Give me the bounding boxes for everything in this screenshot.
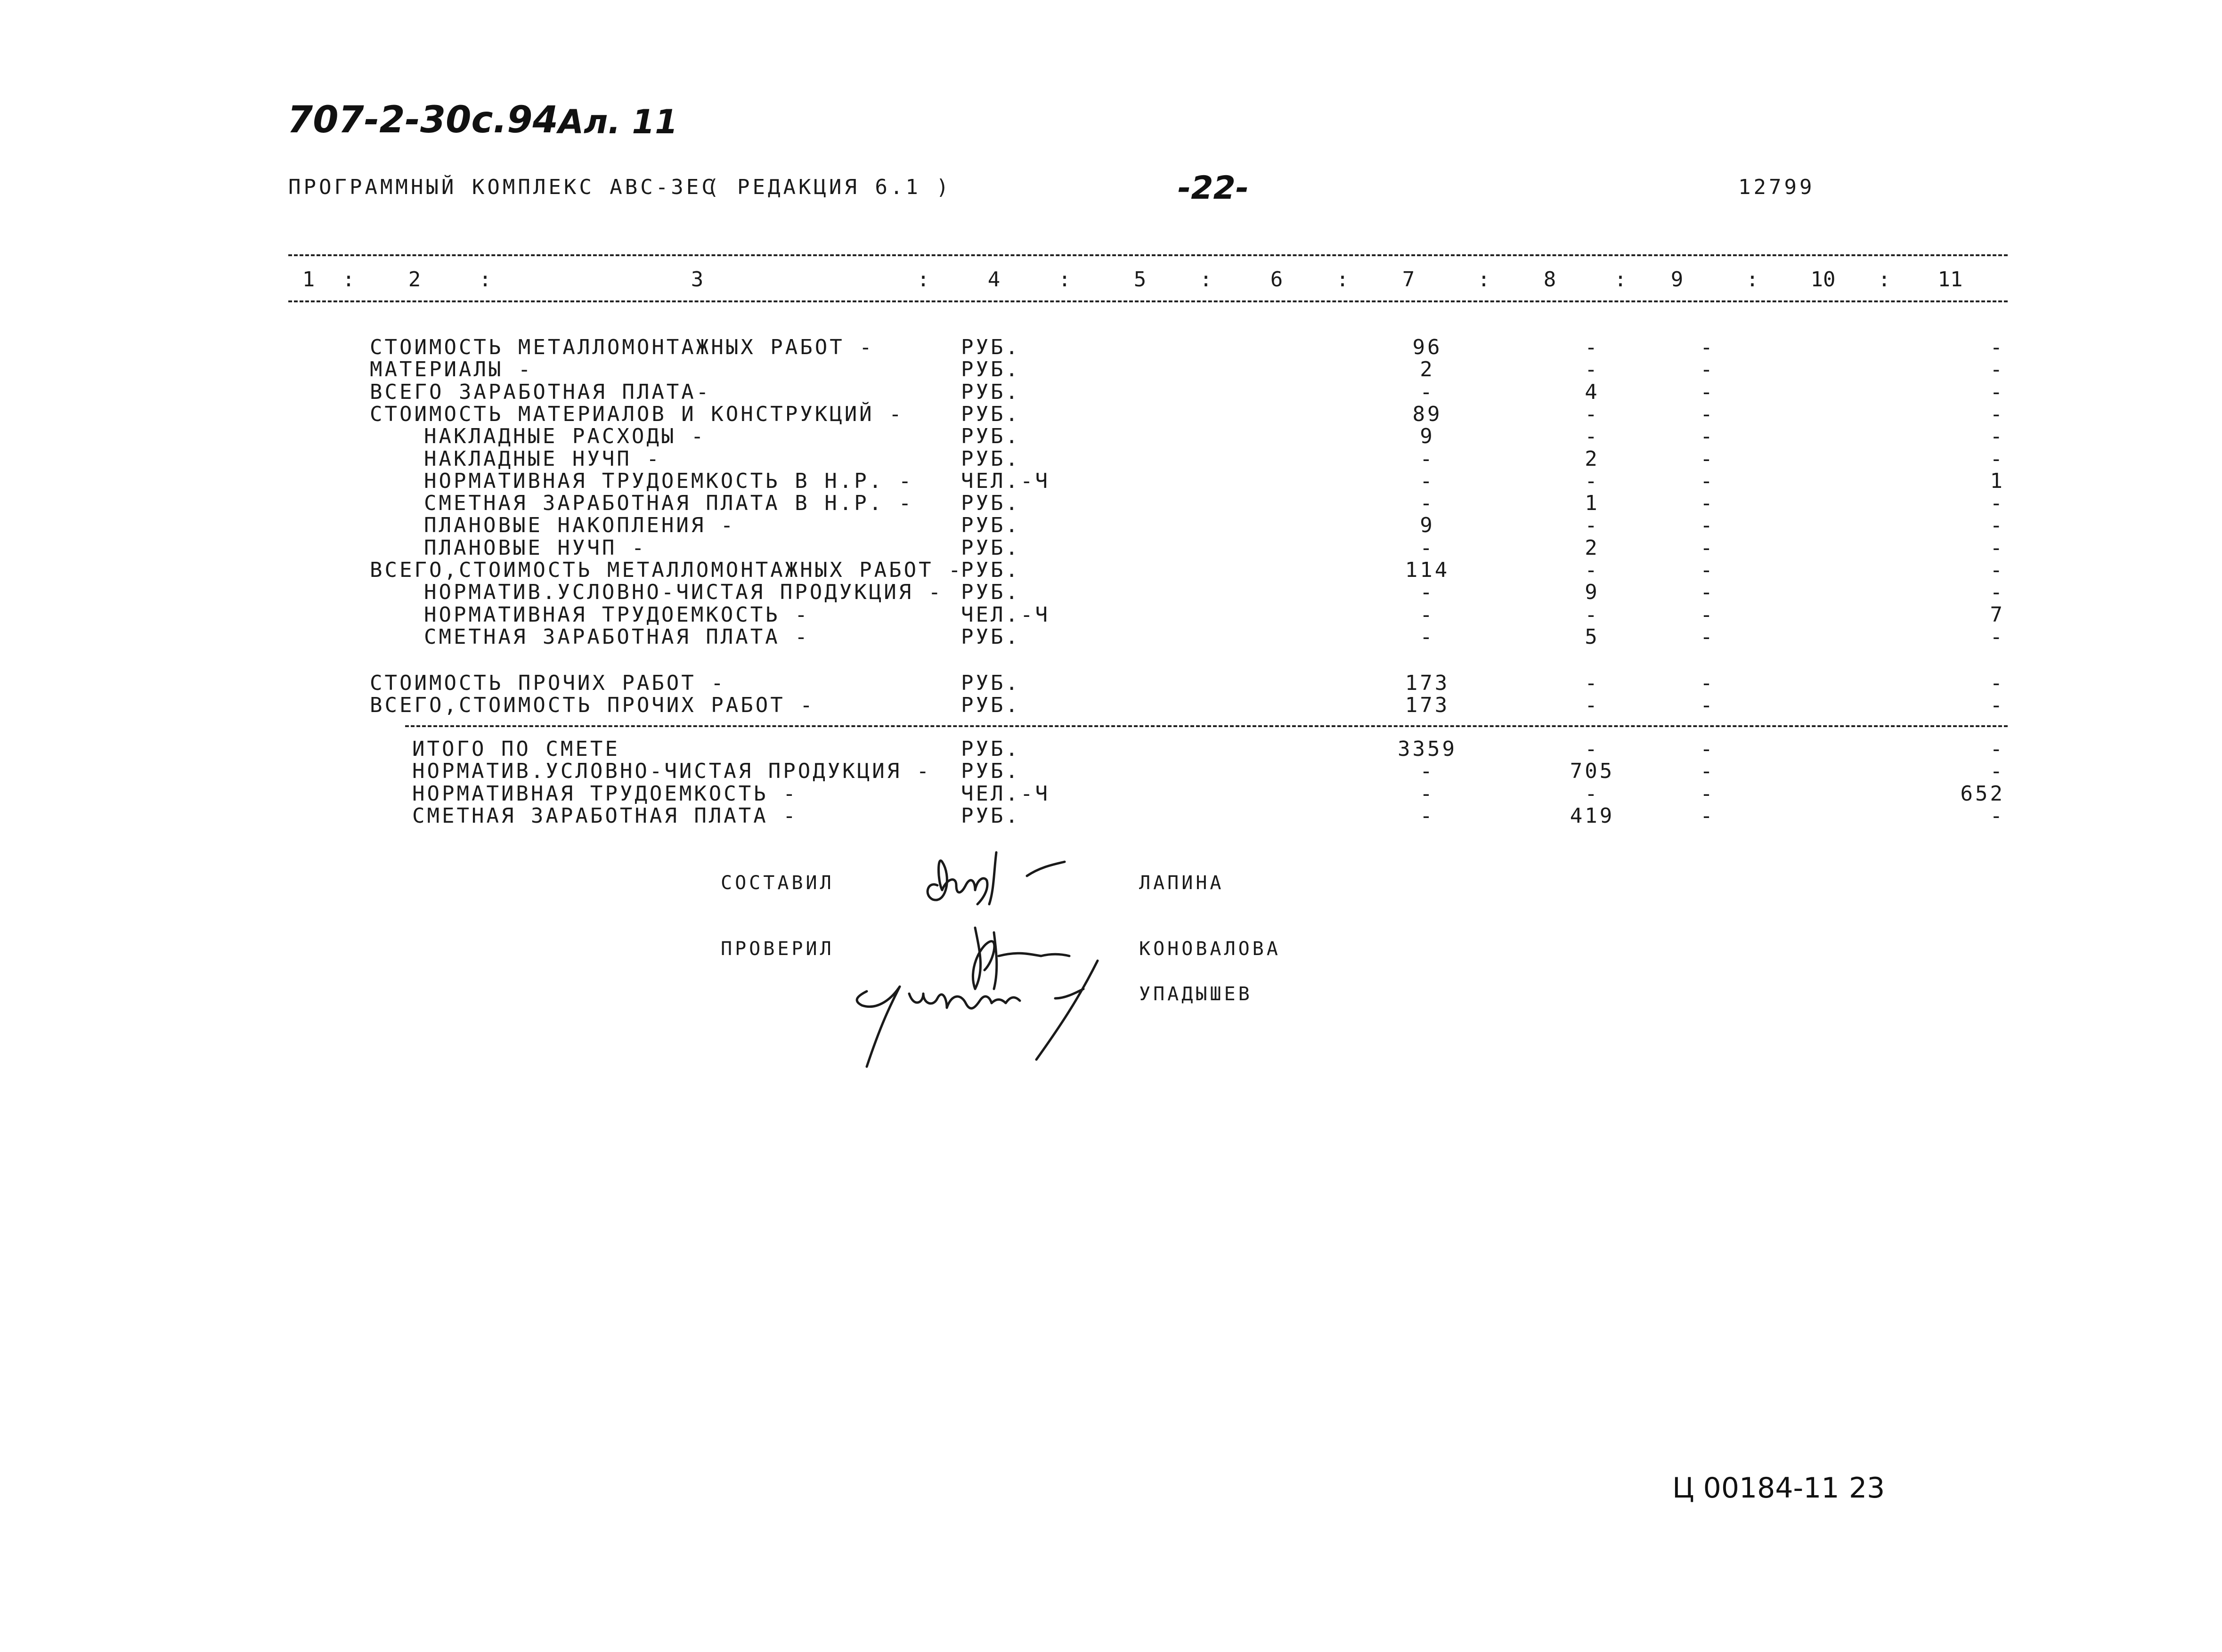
- col7-value: 9: [1420, 513, 1435, 538]
- row-unit: РУБ.: [961, 624, 1020, 649]
- column-separator: :: [1746, 267, 1759, 292]
- col7-value: -: [1420, 580, 1435, 605]
- col11-value: -: [1990, 580, 2005, 605]
- col11-value: -: [1990, 558, 2005, 582]
- row-unit: РУБ.: [961, 671, 1020, 695]
- col7-value: 114: [1405, 558, 1450, 582]
- row-label: СМЕТНАЯ ЗАРАБОТНАЯ ПЛАТА -: [412, 803, 798, 828]
- column-separator: :: [1477, 267, 1490, 292]
- col11-value: -: [1990, 759, 2005, 784]
- row-label: ВСЕГО ЗАРАБОТНАЯ ПЛАТА-: [370, 380, 711, 404]
- column-separator: :: [917, 267, 930, 292]
- col8-value: 2: [1585, 535, 1600, 560]
- col7-value: 3359: [1398, 737, 1457, 761]
- col7-value: -: [1420, 380, 1435, 404]
- col11-value: 1: [1990, 469, 2005, 493]
- column-number: 8: [1543, 267, 1556, 292]
- row-label: ПЛАНОВЫЕ НАКОПЛЕНИЯ -: [424, 513, 736, 538]
- col7-value: -: [1420, 602, 1435, 627]
- row-label: НОРМАТИВНАЯ ТРУДОЕМКОСТЬ -: [424, 602, 810, 627]
- col11-value: -: [1990, 424, 2005, 449]
- col7-value: -: [1420, 491, 1435, 516]
- col8-value: -: [1585, 671, 1600, 695]
- checked-by-name-2: УПАДЫШЕВ: [1139, 983, 1253, 1005]
- col11-value: -: [1990, 535, 2005, 560]
- column-separator: :: [1199, 267, 1213, 292]
- col8-value: -: [1585, 424, 1600, 449]
- row-label: НОРМАТИВ.УСЛОВНО-ЧИСТАЯ ПРОДУКЦИЯ -: [412, 759, 932, 784]
- col11-value: -: [1990, 491, 2005, 516]
- checked-by-label: ПРОВЕРИЛ: [721, 938, 834, 960]
- row-unit: РУБ.: [961, 580, 1020, 605]
- col11-value: -: [1990, 513, 2005, 538]
- row-label: НОРМАТИВНАЯ ТРУДОЕМКОСТЬ В Н.Р. -: [424, 469, 914, 493]
- col9-value: -: [1700, 624, 1715, 649]
- col9-value: -: [1700, 535, 1715, 560]
- row-label: ВСЕГО,СТОИМОСТЬ ПРОЧИХ РАБОТ -: [370, 693, 815, 718]
- column-number: 5: [1133, 267, 1147, 292]
- col7-value: -: [1420, 803, 1435, 828]
- row-label: СМЕТНАЯ ЗАРАБОТНАЯ ПЛАТА В Н.Р. -: [424, 491, 914, 516]
- col8-value: -: [1585, 335, 1600, 359]
- row-label: СТОИМОСТЬ ПРОЧИХ РАБОТ -: [370, 671, 726, 695]
- row-unit: РУБ.: [961, 693, 1020, 718]
- col8-value: 1: [1585, 491, 1600, 516]
- row-unit: РУБ.: [961, 759, 1020, 784]
- col11-value: 7: [1990, 602, 2005, 627]
- col9-value: -: [1700, 513, 1715, 538]
- col9-value: -: [1700, 781, 1715, 806]
- col11-value: -: [1990, 380, 2005, 404]
- col7-value: -: [1420, 781, 1435, 806]
- column-separator: :: [479, 267, 492, 292]
- col11-value: -: [1990, 803, 2005, 828]
- col9-value: -: [1700, 380, 1715, 404]
- col9-value: -: [1700, 693, 1715, 718]
- col11-value: -: [1990, 335, 2005, 359]
- col8-value: 419: [1570, 803, 1615, 828]
- row-unit: РУБ.: [961, 335, 1020, 359]
- column-number: 3: [691, 267, 704, 292]
- program-title: ПРОГРАММНЫЙ КОМПЛЕКС АВС-3ЕС: [288, 175, 717, 199]
- col7-value: -: [1420, 446, 1435, 471]
- column-separator: :: [1336, 267, 1349, 292]
- edition-label: ( РЕДАКЦИЯ 6.1 ): [707, 175, 952, 199]
- column-number: 2: [408, 267, 421, 292]
- col7-value: -: [1420, 469, 1435, 493]
- row-label: НАКЛАДНЫЕ НУЧП -: [424, 446, 661, 471]
- col7-value: 89: [1412, 402, 1442, 426]
- col9-value: -: [1700, 469, 1715, 493]
- page-number: -22-: [1178, 170, 1249, 207]
- row-unit: РУБ.: [961, 446, 1020, 471]
- col9-value: -: [1700, 759, 1715, 784]
- col11-value: -: [1990, 693, 2005, 718]
- col11-value: 652: [1960, 781, 2005, 806]
- column-separator: :: [1878, 267, 1891, 292]
- row-unit: РУБ.: [961, 803, 1020, 828]
- column-number: 10: [1810, 267, 1836, 292]
- col8-value: -: [1585, 357, 1600, 382]
- signature-lapina: [928, 852, 1065, 904]
- row-unit: РУБ.: [961, 424, 1020, 449]
- col8-value: -: [1585, 513, 1600, 538]
- column-separator: :: [1614, 267, 1627, 292]
- col7-value: 173: [1405, 671, 1450, 695]
- column-number: 11: [1937, 267, 1963, 292]
- col8-value: -: [1585, 602, 1600, 627]
- row-label: ПЛАНОВЫЕ НУЧП -: [424, 535, 647, 560]
- row-unit: РУБ.: [961, 737, 1020, 761]
- col7-value: 173: [1405, 693, 1450, 718]
- column-number: 9: [1670, 267, 1684, 292]
- col9-value: -: [1700, 602, 1715, 627]
- col11-value: -: [1990, 624, 2005, 649]
- col8-value: 705: [1570, 759, 1615, 784]
- row-label: НОРМАТИВНАЯ ТРУДОЕМКОСТЬ -: [412, 781, 798, 806]
- col8-value: -: [1585, 781, 1600, 806]
- col8-value: -: [1585, 558, 1600, 582]
- col8-value: 9: [1585, 580, 1600, 605]
- document-number: 12799: [1738, 175, 1815, 199]
- album-number: Ал. 11: [558, 103, 678, 141]
- col8-value: 2: [1585, 446, 1600, 471]
- col9-value: -: [1700, 737, 1715, 761]
- row-unit: ЧЕЛ.-Ч: [961, 781, 1050, 806]
- col9-value: -: [1700, 335, 1715, 359]
- col11-value: -: [1990, 671, 2005, 695]
- row-label: СМЕТНАЯ ЗАРАБОТНАЯ ПЛАТА -: [424, 624, 810, 649]
- row-unit: РУБ.: [961, 380, 1020, 404]
- col7-value: 2: [1420, 357, 1435, 382]
- col9-value: -: [1700, 357, 1715, 382]
- col8-value: -: [1585, 469, 1600, 493]
- column-number: 7: [1402, 267, 1415, 292]
- col7-value: -: [1420, 624, 1435, 649]
- checked-by-name: КОНОВАЛОВА: [1139, 938, 1281, 960]
- col11-value: -: [1990, 737, 2005, 761]
- col11-value: -: [1990, 446, 2005, 471]
- row-unit: РУБ.: [961, 357, 1020, 382]
- compiled-by-label: СОСТАВИЛ: [721, 872, 834, 894]
- col8-value: -: [1585, 737, 1600, 761]
- col9-value: -: [1700, 803, 1715, 828]
- row-unit: ЧЕЛ.-Ч: [961, 469, 1050, 493]
- col9-value: -: [1700, 402, 1715, 426]
- column-number: 4: [987, 267, 1001, 292]
- row-unit: РУБ.: [961, 491, 1020, 516]
- row-unit: РУБ.: [961, 535, 1020, 560]
- col8-value: 5: [1585, 624, 1600, 649]
- compiled-by-name: ЛАПИНА: [1139, 872, 1224, 894]
- footer-code: Ц 00184-11: [1672, 1472, 1839, 1505]
- column-number: 1: [302, 267, 315, 292]
- col11-value: -: [1990, 402, 2005, 426]
- col11-value: -: [1990, 357, 2005, 382]
- row-label: СТОИМОСТЬ МАТЕРИАЛОВ И КОНСТРУКЦИЙ -: [370, 402, 904, 426]
- col9-value: -: [1700, 446, 1715, 471]
- row-label: МАТЕРИАЛЫ -: [370, 357, 533, 382]
- col9-value: -: [1700, 671, 1715, 695]
- footer-page: 23: [1849, 1472, 1885, 1505]
- col7-value: 9: [1420, 424, 1435, 449]
- row-label: ИТОГО ПО СМЕТЕ: [412, 737, 620, 761]
- col9-value: -: [1700, 491, 1715, 516]
- signature-konovalova: [973, 928, 1069, 989]
- col7-value: -: [1420, 535, 1435, 560]
- row-unit: РУБ.: [961, 558, 1020, 582]
- col8-value: 4: [1585, 380, 1600, 404]
- row-label: ВСЕГО,СТОИМОСТЬ МЕТАЛЛОМОНТАЖНЫХ РАБОТ -: [370, 558, 963, 582]
- column-number: 6: [1270, 267, 1283, 292]
- column-separator: :: [1058, 267, 1071, 292]
- row-label: СТОИМОСТЬ МЕТАЛЛОМОНТАЖНЫХ РАБОТ -: [370, 335, 874, 359]
- col9-value: -: [1700, 558, 1715, 582]
- col9-value: -: [1700, 424, 1715, 449]
- col8-value: -: [1585, 693, 1600, 718]
- document-code: 707-2-30с.94: [287, 99, 558, 141]
- row-label: НОРМАТИВ.УСЛОВНО-ЧИСТАЯ ПРОДУКЦИЯ -: [424, 580, 944, 605]
- col9-value: -: [1700, 580, 1715, 605]
- column-separator: :: [342, 267, 355, 292]
- col7-value: -: [1420, 759, 1435, 784]
- row-unit: РУБ.: [961, 402, 1020, 426]
- row-unit: РУБ.: [961, 513, 1020, 538]
- row-unit: ЧЕЛ.-Ч: [961, 602, 1050, 627]
- col7-value: 96: [1412, 335, 1442, 359]
- col8-value: -: [1585, 402, 1600, 426]
- row-label: НАКЛАДНЫЕ РАСХОДЫ -: [424, 424, 706, 449]
- signature-upadyshev: [857, 961, 1098, 1067]
